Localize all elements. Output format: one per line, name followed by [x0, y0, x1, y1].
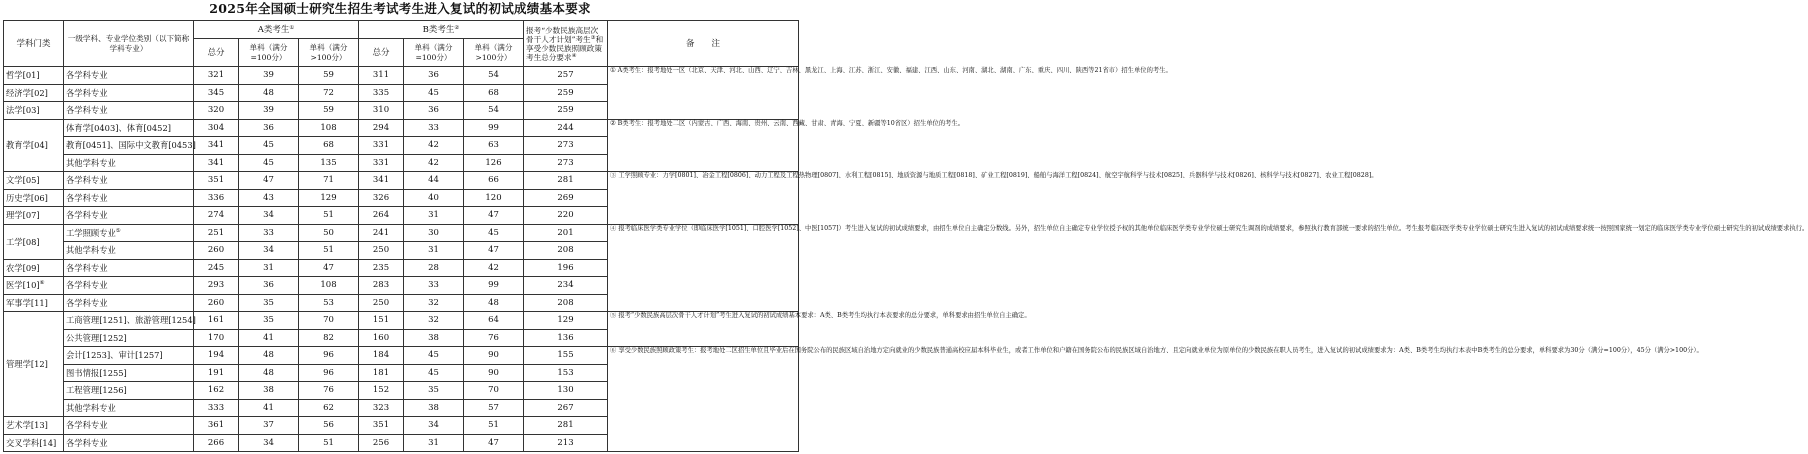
- header-group-a: A类考生①: [194, 21, 359, 39]
- score-a-total: 320: [194, 102, 239, 120]
- discipline-cell: 理学[07]: [4, 207, 64, 225]
- score-b-single-over: 90: [464, 364, 524, 382]
- subject-cell: 各学科专业: [64, 84, 194, 102]
- score-a-single-over: 62: [299, 399, 359, 417]
- score-b-total: 323: [359, 399, 404, 417]
- note-text: ② B类考生：报考地处二区（内蒙古、广西、海南、贵州、云南、西藏、甘肃、青海、宁夏、新疆等10省区）招生单位的考生。: [610, 119, 965, 127]
- score-a-single-100: 36: [239, 277, 299, 295]
- score-special-total: 220: [524, 207, 608, 225]
- subject-cell: 各学科专业: [64, 172, 194, 190]
- score-b-total: 160: [359, 329, 404, 347]
- score-b-single-100: 38: [404, 399, 464, 417]
- score-special-total: 281: [524, 172, 608, 190]
- score-b-single-100: 28: [404, 259, 464, 277]
- score-b-single-over: 66: [464, 172, 524, 190]
- score-b-total: 250: [359, 294, 404, 312]
- score-b-single-over: 47: [464, 207, 524, 225]
- header-b-single-100: 单科（满分=100分）: [404, 39, 464, 67]
- score-a-total: 293: [194, 277, 239, 295]
- subject-cell: 体育学[0403]、体育[0452]: [64, 119, 194, 137]
- header-notes: 备 注: [608, 21, 799, 67]
- score-a-single-over: 108: [299, 119, 359, 137]
- score-b-total: 331: [359, 154, 404, 172]
- score-a-single-100: 37: [239, 417, 299, 435]
- score-a-single-over: 51: [299, 207, 359, 225]
- discipline-cell: 医学[10]⑥: [4, 277, 64, 295]
- header-group-b: B类考生②: [359, 21, 524, 39]
- score-a-total: 260: [194, 242, 239, 260]
- score-b-total: 184: [359, 347, 404, 365]
- score-a-single-over: 135: [299, 154, 359, 172]
- subject-cell: 其他学科专业: [64, 242, 194, 260]
- score-special-total: 153: [524, 364, 608, 382]
- note-text: ① A类考生：报考地处一区（北京、天津、河北、山西、辽宁、吉林、黑龙江、上海、江苏、浙江、安徽、福建、江西、山东、河南、湖北、湖南、广东、重庆、四川、陕西等21省市）招生单位的考生。: [610, 67, 1172, 74]
- score-b-single-over: 99: [464, 119, 524, 137]
- score-a-single-over: 59: [299, 102, 359, 120]
- score-special-total: 208: [524, 294, 608, 312]
- score-b-single-over: 76: [464, 329, 524, 347]
- score-a-single-100: 34: [239, 434, 299, 452]
- score-a-single-100: 34: [239, 207, 299, 225]
- score-b-total: 311: [359, 67, 404, 85]
- score-a-single-100: 41: [239, 329, 299, 347]
- score-a-single-over: 82: [299, 329, 359, 347]
- score-a-total: 170: [194, 329, 239, 347]
- score-special-total: 196: [524, 259, 608, 277]
- score-b-single-over: 51: [464, 417, 524, 435]
- header-a-single-over: 单科（满分>100分）: [299, 39, 359, 67]
- score-special-total: 269: [524, 189, 608, 207]
- score-a-single-100: 39: [239, 67, 299, 85]
- discipline-cell: 管理学[12]: [4, 312, 64, 417]
- score-b-total: 152: [359, 382, 404, 400]
- score-b-total: 351: [359, 417, 404, 435]
- score-a-single-over: 129: [299, 189, 359, 207]
- score-b-total: 331: [359, 137, 404, 155]
- note-text: ④ 报考临床医学类专业学位（即临床医学[1051]、口腔医学[1052]、中医[1057]）考生进入复试的初试成绩要求，由招生单位自主确定分数线。另外，招生单位自主确定专业学位授予权的其他单位临床医学类专业学位硕士研究生调剂的成绩要求，参照执行教育部统一要求的招生单位。考生报考临床医学类专业学位硕士研究生进入复试的初试成绩要求统一按照国家统一划定的临床医学类专业学位硕士研究生的初试成绩要求执行。: [610, 224, 1808, 232]
- subject-cell: 各学科专业: [64, 67, 194, 85]
- score-a-single-100: 33: [239, 224, 299, 242]
- header-discipline: 学科门类: [4, 21, 64, 67]
- score-b-total: 335: [359, 84, 404, 102]
- score-a-total: 274: [194, 207, 239, 225]
- subject-cell: 工程管理[1256]: [64, 382, 194, 400]
- score-a-single-100: 35: [239, 312, 299, 330]
- score-a-total: 194: [194, 347, 239, 365]
- subject-cell: 各学科专业: [64, 434, 194, 452]
- discipline-cell: 交叉学科[14]: [4, 434, 64, 452]
- discipline-cell: 工学[08]: [4, 224, 64, 259]
- score-a-single-over: 71: [299, 172, 359, 190]
- note-cell: [608, 172, 1378, 225]
- score-table-body: [4, 67, 1808, 452]
- header-b-single-over: 单科（满分>100分）: [464, 39, 524, 67]
- score-a-single-100: 47: [239, 172, 299, 190]
- score-special-total: 273: [524, 154, 608, 172]
- subject-cell: 各学科专业: [64, 259, 194, 277]
- score-special-total: 259: [524, 102, 608, 120]
- score-b-single-100: 42: [404, 154, 464, 172]
- page-title: 2025年全国硕士研究生招生考试考生进入复试的初试成绩基本要求: [209, 1, 591, 16]
- subject-cell: 其他学科专业: [64, 154, 194, 172]
- score-b-total: 256: [359, 434, 404, 452]
- score-special-total: 267: [524, 399, 608, 417]
- subject-cell: 公共管理[1252]: [64, 329, 194, 347]
- header-a-single-100: 单科（满分=100分）: [239, 39, 299, 67]
- note-text: ③ 工学照顾专业：力学[0801]、冶金工程[0806]、动力工程及工程热物理[0807]、水利工程[0815]、地质资源与地质工程[0818]、矿业工程[0819]、船舶与海洋工程[0824]、航空宇航科学与技术[0825]、兵器科学与技术[0826]、核科学与技术[0827]、农业工程[0828]。: [610, 172, 1378, 179]
- score-a-total: 245: [194, 259, 239, 277]
- score-special-total: 213: [524, 434, 608, 452]
- score-a-total: 361: [194, 417, 239, 435]
- table-row: [4, 119, 799, 137]
- score-b-total: 283: [359, 277, 404, 295]
- score-b-single-over: 47: [464, 434, 524, 452]
- score-a-single-100: 41: [239, 399, 299, 417]
- score-b-single-100: 31: [404, 242, 464, 260]
- score-a-single-100: 35: [239, 294, 299, 312]
- score-special-total: 281: [524, 417, 608, 435]
- subject-cell: 会计[1253]、审计[1257]: [64, 347, 194, 365]
- score-a-single-over: 50: [299, 224, 359, 242]
- score-b-total: 151: [359, 312, 404, 330]
- score-b-single-over: 45: [464, 224, 524, 242]
- score-a-total: 333: [194, 399, 239, 417]
- subject-cell: 图书情报[1255]: [64, 364, 194, 382]
- score-a-single-over: 53: [299, 294, 359, 312]
- score-special-total: 273: [524, 137, 608, 155]
- score-a-single-100: 48: [239, 364, 299, 382]
- score-b-single-100: 45: [404, 347, 464, 365]
- header-a-total: 总分: [194, 39, 239, 67]
- score-b-single-over: 120: [464, 189, 524, 207]
- score-special-total: 234: [524, 277, 608, 295]
- score-special-total: 259: [524, 84, 608, 102]
- score-a-total: 191: [194, 364, 239, 382]
- score-b-single-over: 48: [464, 294, 524, 312]
- score-b-single-100: 31: [404, 434, 464, 452]
- discipline-cell: 文学[05]: [4, 172, 64, 190]
- score-a-total: 251: [194, 224, 239, 242]
- note-cell: [608, 224, 1808, 312]
- subject-cell: 各学科专业: [64, 207, 194, 225]
- table-row: [4, 224, 799, 242]
- discipline-cell: 哲学[01]: [4, 67, 64, 85]
- subject-cell: 各学科专业: [64, 189, 194, 207]
- score-a-single-over: 96: [299, 364, 359, 382]
- score-a-single-over: 96: [299, 347, 359, 365]
- score-a-single-100: 45: [239, 137, 299, 155]
- score-a-single-over: 76: [299, 382, 359, 400]
- table-row: [4, 312, 799, 330]
- score-a-single-over: 51: [299, 242, 359, 260]
- score-b-single-100: 31: [404, 207, 464, 225]
- score-a-single-over: 72: [299, 84, 359, 102]
- discipline-cell: 经济学[02]: [4, 84, 64, 102]
- score-special-total: 130: [524, 382, 608, 400]
- score-a-single-100: 39: [239, 102, 299, 120]
- score-b-single-100: 33: [404, 277, 464, 295]
- score-a-total: 351: [194, 172, 239, 190]
- score-b-single-over: 70: [464, 382, 524, 400]
- score-a-total: 341: [194, 154, 239, 172]
- discipline-cell: 农学[09]: [4, 259, 64, 277]
- score-b-single-100: 34: [404, 417, 464, 435]
- score-a-total: 161: [194, 312, 239, 330]
- score-a-single-100: 38: [239, 382, 299, 400]
- header-b-total: 总分: [359, 39, 404, 67]
- score-b-total: 235: [359, 259, 404, 277]
- score-special-total: 244: [524, 119, 608, 137]
- header-subject: 一级学科、专业学位类别（以下简称学科专业）: [64, 21, 194, 67]
- score-a-single-over: 51: [299, 434, 359, 452]
- score-b-single-over: 64: [464, 312, 524, 330]
- score-b-single-over: 54: [464, 67, 524, 85]
- header-special: 报考“少数民族高层次骨干人才计划”考生③和享受少数民族照顾政策考生总分要求④: [524, 21, 608, 67]
- score-a-total: 260: [194, 294, 239, 312]
- score-a-total: 162: [194, 382, 239, 400]
- score-b-total: 241: [359, 224, 404, 242]
- score-b-total: 310: [359, 102, 404, 120]
- note-cell: [608, 312, 1031, 347]
- subject-cell: 工学照顾专业⑤: [64, 224, 194, 242]
- score-a-total: 341: [194, 137, 239, 155]
- score-a-single-100: 45: [239, 154, 299, 172]
- score-b-total: 250: [359, 242, 404, 260]
- score-b-single-100: 38: [404, 329, 464, 347]
- score-b-single-100: 42: [404, 137, 464, 155]
- score-table: [3, 20, 1808, 452]
- score-a-single-100: 31: [239, 259, 299, 277]
- score-a-single-100: 36: [239, 119, 299, 137]
- score-b-single-over: 47: [464, 242, 524, 260]
- score-a-single-over: 56: [299, 417, 359, 435]
- score-b-total: 294: [359, 119, 404, 137]
- score-b-single-100: 45: [404, 84, 464, 102]
- score-b-total: 326: [359, 189, 404, 207]
- score-b-single-100: 33: [404, 119, 464, 137]
- score-b-single-over: 126: [464, 154, 524, 172]
- score-b-single-100: 45: [404, 364, 464, 382]
- score-special-total: 208: [524, 242, 608, 260]
- score-a-single-over: 68: [299, 137, 359, 155]
- note-text: ⑥ 享受少数民族照顾政策考生：报考地处二区招生单位且毕业后在国务院公布的民族区域自治地方定向就业的少数民族普通高校应届本科毕业生，或者工作单位和户籍在国务院公布的民族区域自治地方、且定向就业单位为原单位的少数民族在职人员考生，进入复试的初试成绩要求为：A类、B类考生均执行本表中B类考生的总分要求，单科要求为30分（满分=100分），45分（满分>100分）。: [610, 347, 1703, 354]
- score-b-single-100: 32: [404, 294, 464, 312]
- score-b-single-over: 99: [464, 277, 524, 295]
- discipline-cell: 艺术学[13]: [4, 417, 64, 435]
- discipline-cell: 法学[03]: [4, 102, 64, 120]
- score-a-single-100: 48: [239, 84, 299, 102]
- score-special-total: 155: [524, 347, 608, 365]
- note-cell: [608, 347, 1703, 452]
- score-b-single-100: 44: [404, 172, 464, 190]
- score-b-single-over: 68: [464, 84, 524, 102]
- score-a-total: 321: [194, 67, 239, 85]
- score-b-single-over: 54: [464, 102, 524, 120]
- score-special-total: 257: [524, 67, 608, 85]
- subject-cell: 其他学科专业: [64, 399, 194, 417]
- score-b-single-over: 63: [464, 137, 524, 155]
- score-b-single-over: 57: [464, 399, 524, 417]
- score-b-single-over: 42: [464, 259, 524, 277]
- score-special-total: 136: [524, 329, 608, 347]
- discipline-cell: 历史学[06]: [4, 189, 64, 207]
- note-cell: [608, 119, 965, 172]
- score-b-single-100: 36: [404, 102, 464, 120]
- note-cell: [608, 67, 1172, 120]
- score-b-total: 341: [359, 172, 404, 190]
- discipline-cell: 军事学[11]: [4, 294, 64, 312]
- score-b-single-100: 40: [404, 189, 464, 207]
- score-a-single-over: 47: [299, 259, 359, 277]
- score-a-total: 304: [194, 119, 239, 137]
- score-b-total: 264: [359, 207, 404, 225]
- discipline-cell: 教育学[04]: [4, 119, 64, 172]
- score-a-single-over: 70: [299, 312, 359, 330]
- subject-cell: 各学科专业: [64, 102, 194, 120]
- score-a-single-100: 48: [239, 347, 299, 365]
- score-b-single-over: 90: [464, 347, 524, 365]
- score-b-single-100: 36: [404, 67, 464, 85]
- table-row: [4, 67, 799, 85]
- score-b-single-100: 35: [404, 382, 464, 400]
- score-a-total: 336: [194, 189, 239, 207]
- table-row: [4, 347, 799, 365]
- table-row: [4, 172, 799, 190]
- score-a-total: 345: [194, 84, 239, 102]
- score-special-total: 201: [524, 224, 608, 242]
- score-a-single-100: 34: [239, 242, 299, 260]
- subject-cell: 各学科专业: [64, 417, 194, 435]
- note-text: ⑤ 报考“少数民族高层次骨干人才计划”考生进入复试的初试成绩基本要求：A类、B类考生均执行本表要求的总分要求，单科要求由招生单位自主确定。: [610, 312, 1031, 319]
- score-special-total: 129: [524, 312, 608, 330]
- subject-cell: 各学科专业: [64, 294, 194, 312]
- score-a-total: 266: [194, 434, 239, 452]
- subject-cell: 各学科专业: [64, 277, 194, 295]
- subject-cell: 工商管理[1251]、旅游管理[1254]: [64, 312, 194, 330]
- score-b-total: 181: [359, 364, 404, 382]
- score-a-single-over: 108: [299, 277, 359, 295]
- score-a-single-100: 43: [239, 189, 299, 207]
- score-a-single-over: 59: [299, 67, 359, 85]
- score-b-single-100: 30: [404, 224, 464, 242]
- score-b-single-100: 32: [404, 312, 464, 330]
- subject-cell: 教育[0451]、国际中文教育[0453]: [64, 137, 194, 155]
